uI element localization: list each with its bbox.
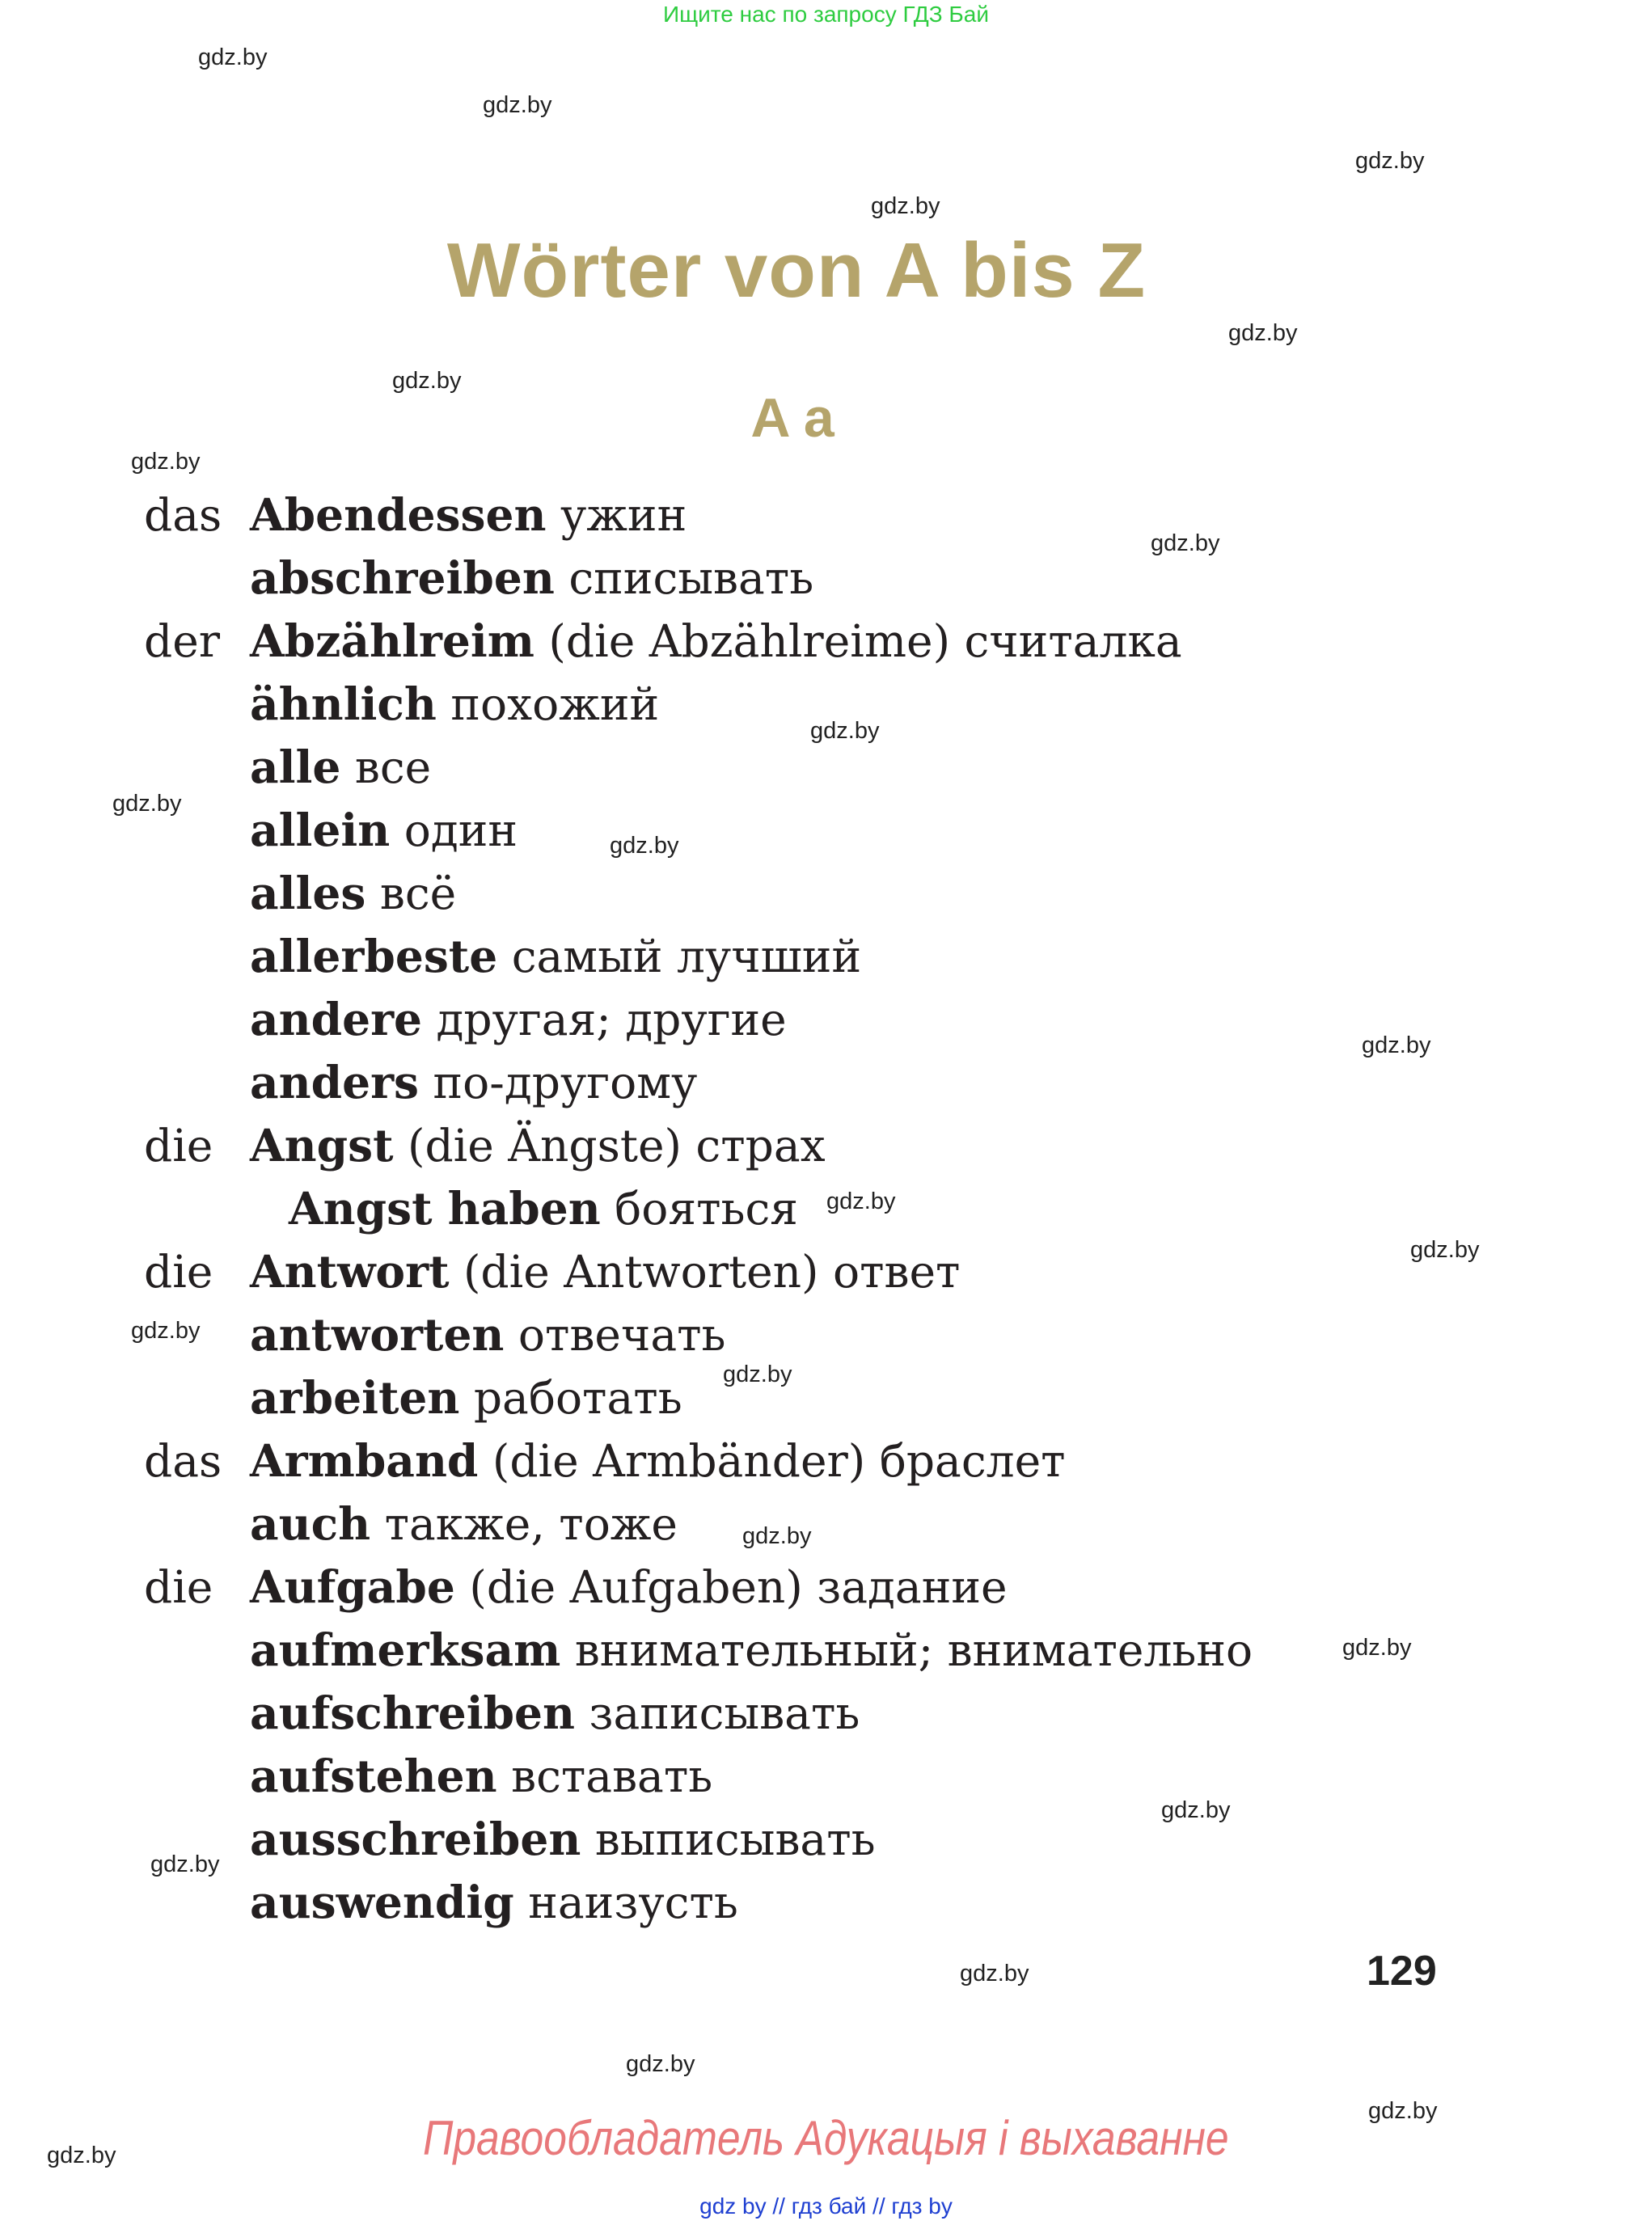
glossary-entry — [0, 547, 1536, 610]
watermark: gdz.by — [47, 2143, 116, 2168]
watermark: gdz.by — [483, 92, 552, 118]
entry-translation: (die Antworten) ответ — [449, 1246, 961, 1298]
glossary-entry — [0, 1556, 1536, 1619]
entry-translation: также, тоже — [370, 1498, 678, 1550]
top-banner[interactable]: Ищите нас по запросу ГДЗ Бай — [662, 2, 990, 27]
watermark: gdz.by — [742, 1523, 812, 1549]
entry-translation: отвечать — [504, 1309, 726, 1361]
entry-translation: наизусть — [513, 1877, 738, 1928]
entry-translation: списывать — [554, 552, 814, 604]
glossary-entry — [0, 1619, 1536, 1682]
entry-translation: вставать — [496, 1750, 713, 1802]
glossary-list — [0, 483, 1536, 1934]
glossary-entry — [0, 1240, 1536, 1303]
watermark: gdz.by — [1151, 530, 1220, 556]
entry-word: abschreiben — [250, 551, 555, 604]
entry-word: Aufgabe — [250, 1560, 455, 1613]
glossary-entry — [0, 925, 1536, 988]
entry-translation: всё — [365, 868, 457, 919]
entry-translation: один — [390, 804, 518, 856]
entry-word: alle — [250, 741, 341, 793]
watermark: gdz.by — [1161, 1797, 1231, 1823]
glossary-entry — [0, 1745, 1536, 1808]
watermark: gdz.by — [150, 1851, 220, 1877]
entry-translation: (die Aufgaben) задание — [454, 1561, 1008, 1613]
watermark: gdz.by — [1228, 320, 1298, 346]
glossary-entry — [0, 1808, 1536, 1871]
entry-word: aufstehen — [250, 1750, 497, 1802]
page-number: 129 — [1367, 1948, 1437, 1995]
watermark: gdz.by — [1362, 1032, 1431, 1058]
entry-article: die — [144, 1246, 213, 1298]
entry-article: die — [144, 1120, 213, 1172]
watermark: gdz.by — [810, 718, 880, 744]
entry-article: das — [144, 489, 222, 541]
watermark: gdz.by — [198, 44, 268, 70]
glossary-entry — [0, 1303, 1536, 1366]
entry-word: andere — [250, 993, 423, 1045]
entry-translation: внимательный; внимательно — [560, 1624, 1253, 1676]
watermark: gdz.by — [871, 193, 940, 219]
entry-word: allein — [250, 804, 391, 856]
watermark: gdz.by — [723, 1362, 792, 1387]
entry-translation: работать — [459, 1372, 682, 1424]
entry-translation: (die Abzählreime) считалка — [534, 615, 1182, 667]
glossary-entry — [0, 862, 1536, 925]
entry-word: Antwort — [250, 1245, 450, 1298]
entry-translation: другая; другие — [422, 994, 787, 1045]
watermark: gdz.by — [392, 368, 462, 394]
watermark: gdz.by — [1410, 1237, 1480, 1263]
entry-translation: все — [340, 741, 432, 793]
watermark: gdz.by — [610, 833, 679, 859]
entry-word: Angst haben — [289, 1182, 601, 1235]
entry-word: allerbeste — [250, 930, 498, 982]
watermark: gdz.by — [1355, 148, 1425, 174]
entry-translation: самый лучший — [497, 931, 862, 982]
footer-links[interactable]: gdz by // гдз бай // гдз by — [699, 2193, 953, 2219]
glossary-entry — [0, 483, 1536, 547]
entry-article: die — [144, 1561, 213, 1613]
glossary-entry — [0, 1366, 1536, 1429]
entry-word: auch — [250, 1497, 371, 1550]
glossary-subentry — [0, 1177, 1536, 1240]
watermark: gdz.by — [1368, 2098, 1438, 2124]
entry-word: Abendessen — [250, 488, 547, 541]
entry-word: antworten — [250, 1308, 505, 1361]
glossary-entry — [0, 673, 1536, 736]
entry-translation: записывать — [575, 1687, 860, 1739]
watermark: gdz.by — [1342, 1635, 1412, 1661]
glossary-entry — [0, 1114, 1536, 1177]
entry-word: ähnlich — [250, 678, 437, 730]
watermark: gdz.by — [960, 1961, 1029, 1986]
entry-word: Abzählreim — [250, 614, 534, 667]
glossary-entry — [0, 736, 1536, 799]
entry-word: aufschreiben — [250, 1687, 576, 1739]
watermark: gdz.by — [826, 1188, 896, 1214]
entry-word: auswendig — [250, 1876, 514, 1928]
section-letter-heading: A a — [750, 387, 834, 449]
glossary-entry — [0, 1429, 1536, 1492]
watermark: gdz.by — [626, 2051, 695, 2077]
entry-word: Angst — [250, 1119, 394, 1172]
entry-translation: (die Ängste) страх — [393, 1120, 826, 1172]
watermark: gdz.by — [131, 449, 201, 475]
entry-translation: ужин — [546, 489, 687, 541]
page-title: Wörter von A bis Z — [446, 227, 1147, 314]
copyright-notice: Правообладатель Адукацыя і выхаванне — [422, 2111, 1229, 2165]
glossary-entry — [0, 1871, 1536, 1934]
glossary-entry — [0, 1492, 1536, 1556]
entry-word: Armband — [250, 1434, 479, 1487]
entry-word: anders — [250, 1056, 420, 1108]
entry-translation: похожий — [436, 678, 660, 730]
glossary-entry — [0, 1682, 1536, 1745]
entry-translation: (die Armbänder) браслет — [478, 1435, 1066, 1487]
entry-word: aufmerksam — [250, 1623, 561, 1676]
entry-word: alles — [250, 867, 366, 919]
entry-word: arbeiten — [250, 1371, 460, 1424]
glossary-entry — [0, 1051, 1536, 1114]
glossary-entry — [0, 799, 1536, 862]
watermark: gdz.by — [112, 791, 182, 817]
entry-translation: по-другому — [419, 1057, 698, 1108]
watermark: gdz.by — [131, 1318, 201, 1344]
glossary-entry — [0, 610, 1536, 673]
glossary-entry — [0, 988, 1536, 1051]
entry-article: das — [144, 1435, 222, 1487]
entry-article: der — [144, 615, 221, 667]
entry-translation: бояться — [600, 1183, 798, 1235]
entry-translation: выписывать — [581, 1813, 876, 1865]
entry-word: ausschreiben — [250, 1813, 581, 1865]
